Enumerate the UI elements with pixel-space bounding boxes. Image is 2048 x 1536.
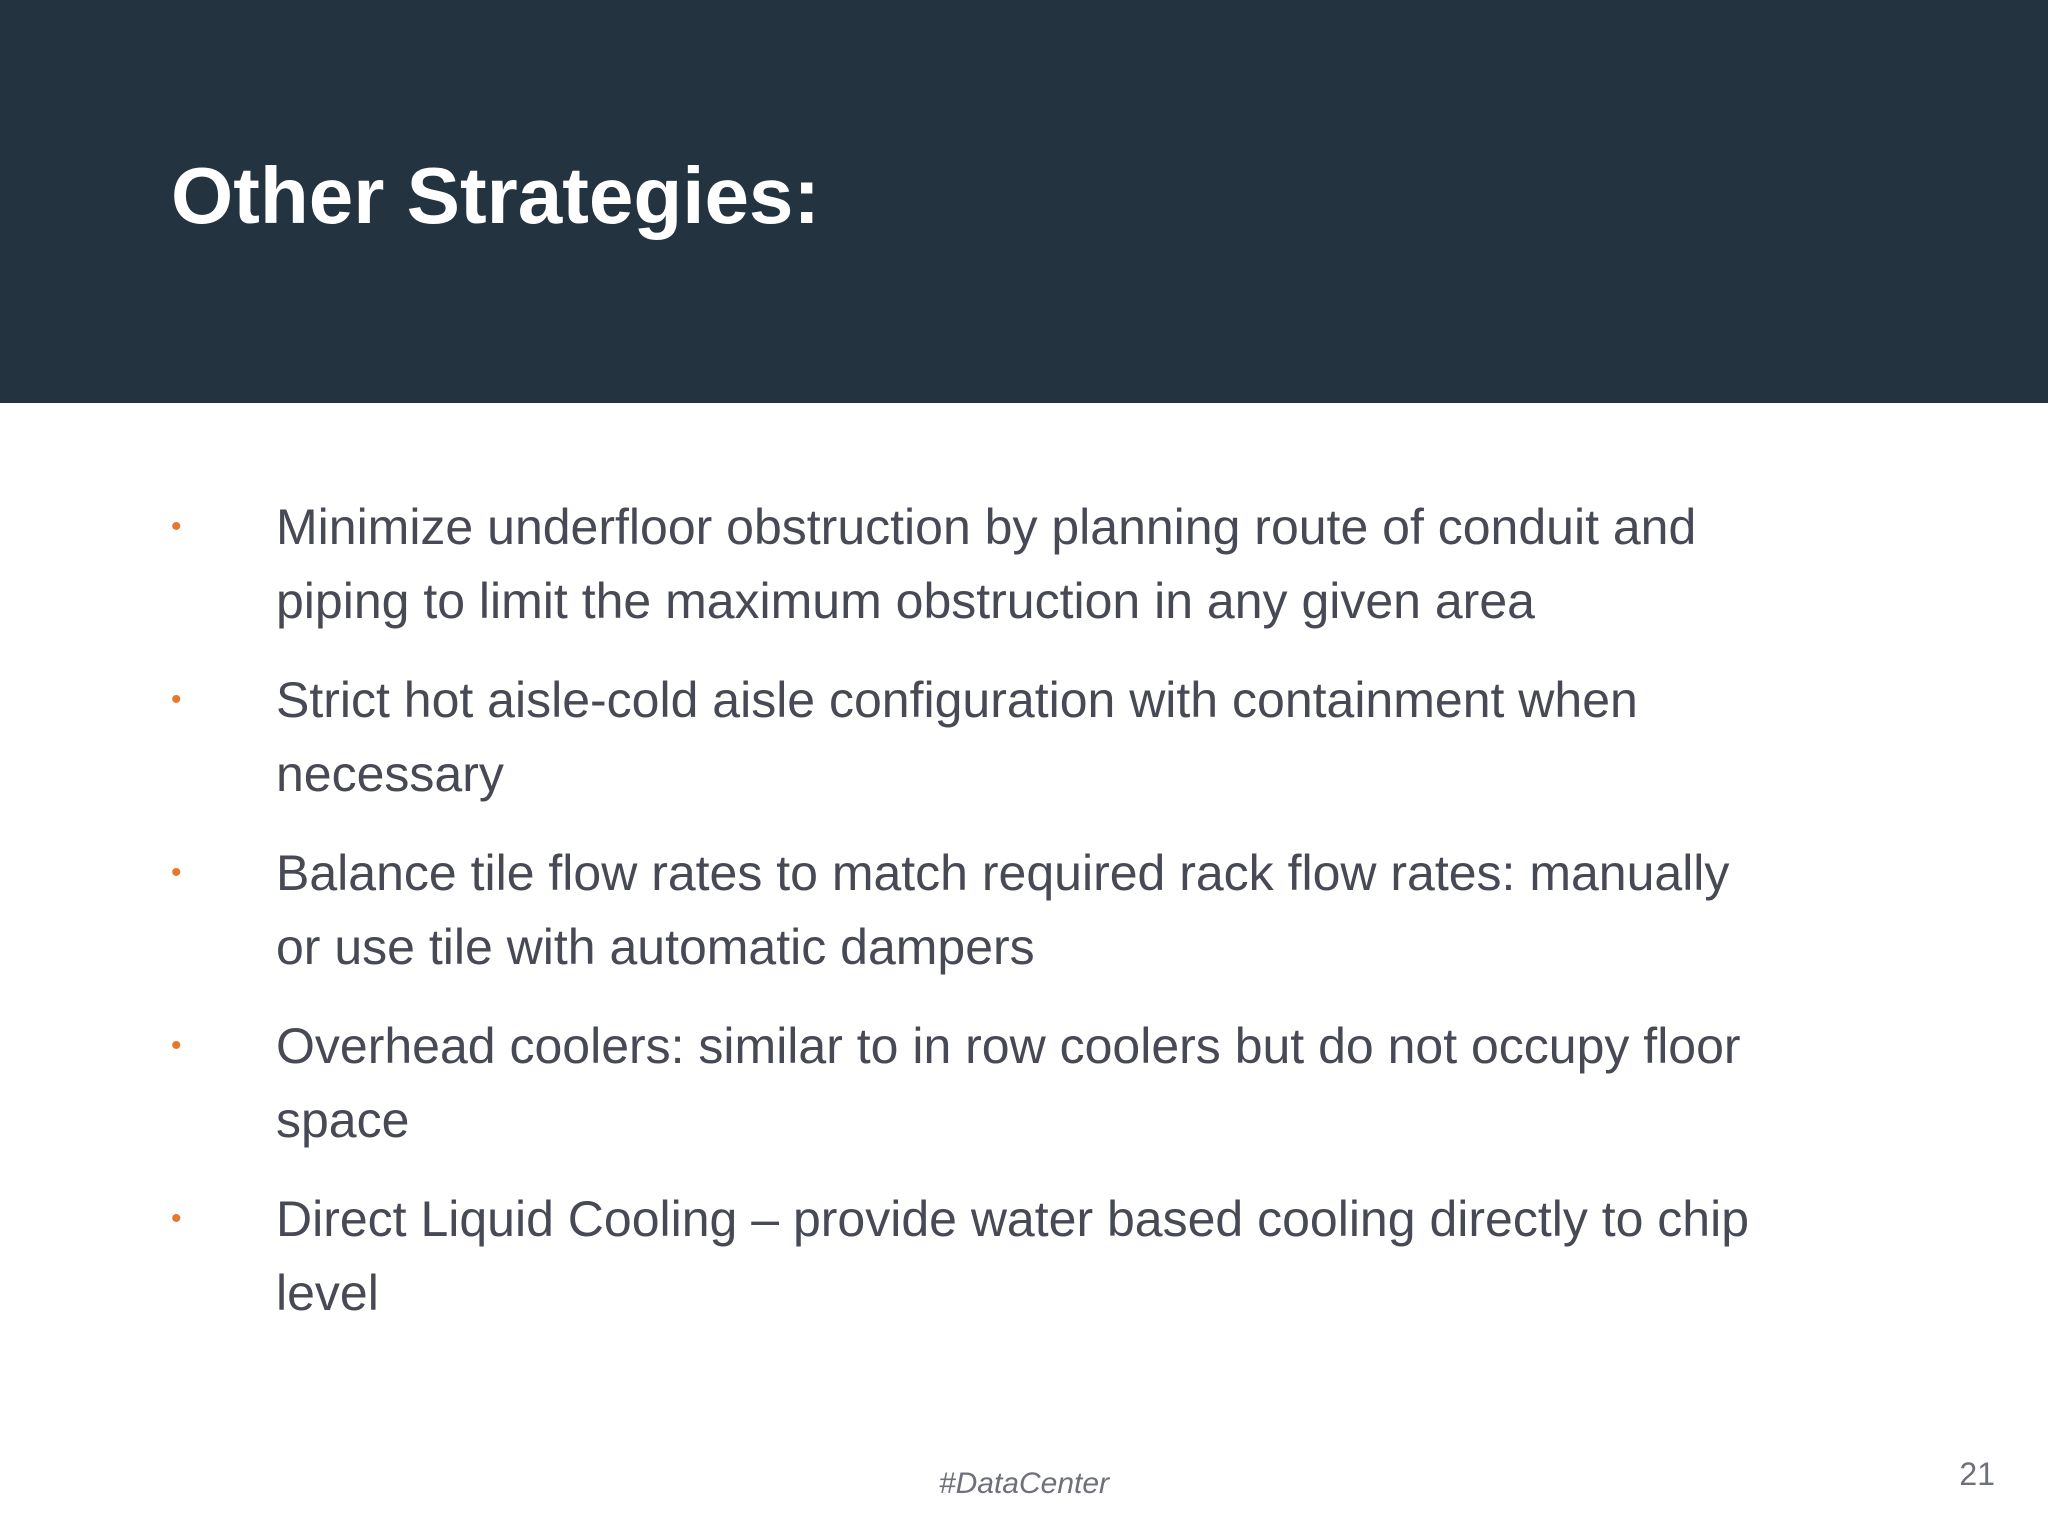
list-item [171,836,1771,984]
bullet-text: Balance tile flow rates to match required rack flow rates: manually or use tile with automatic dampers [276,845,1730,975]
footer-hashtag: #DataCenter [938,1467,1110,1500]
bullet-text: Strict hot aisle-cold aisle configuration with containment when necessary [276,672,1638,802]
bullet-icon: • [171,683,182,716]
bullet-icon: • [171,1029,182,1062]
list-item [171,1009,1771,1157]
bullet-icon: • [171,510,182,543]
list-item [171,663,1771,811]
slide-title: Other Strategies: [171,151,821,240]
list-item [171,490,1771,638]
bullet-list [171,490,1771,1355]
title-banner [0,0,2048,403]
bullet-icon: • [171,856,182,889]
bullet-text: Minimize underfloor obstruction by planning route of conduit and piping to limit the maximum obstruction in any given area [276,499,1697,629]
list-item [171,1182,1771,1330]
bullet-text: Overhead coolers: similar to in row coolers but do not occupy floor space [276,1018,1741,1148]
page-number: 21 [1959,1456,1995,1492]
bullet-icon: • [171,1202,182,1235]
bullet-text: Direct Liquid Cooling – provide water based cooling directly to chip level [276,1191,1750,1321]
